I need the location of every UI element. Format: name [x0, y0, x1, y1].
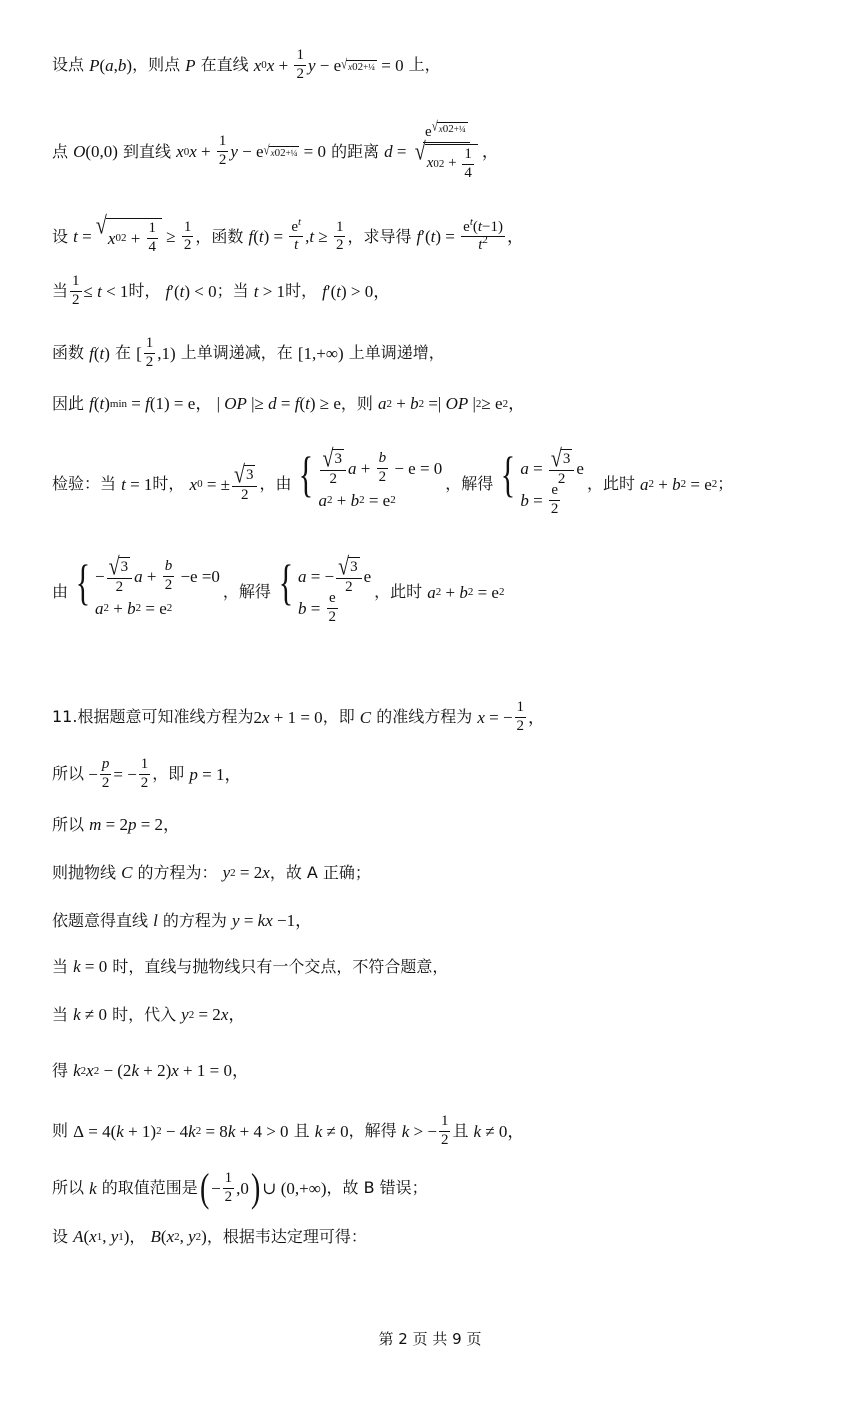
line-11: 所以 m = 2 p = 2， [52, 814, 181, 834]
line-19: 设 A ( x 1 , y 1 ) ， B ( x 2 , y 2 ) ，根据韦达定理可得： [52, 1226, 367, 1246]
line-2: 点 O (0,0) 到直线 x 0 x + $\frac{1}{2}$ y − e √ x 0 2 +¼ = 0 的距离 d = e $^{√ x 0 2 +\frac{1}{4}}$ √ x 0 2 + $\frac{1}{4}$ ， [52, 119, 499, 181]
line-13: 依题意得直线 l 的方程为 y = kx −1， [52, 910, 313, 930]
line-15: 当 k ≠ 0 时，代入 y 2 = 2 x ， [52, 1004, 246, 1024]
line-3: 设 t = √ x 0 2 + $\frac{1}{4}$ ≥ $\frac{1}{2}$ ，函数 f ( t ) = $\frac{e^t}{t}$ , t ≥ $\frac{1}{2}$ ，求导得 f ′( t ) = $\frac{e^t(t-1)}{t^2}$ ， [52, 212, 525, 255]
line-18: 所以 k 的取值范围是 ( − $\frac{1}{2}$ ,0 ) ∪ (0,+∞) ，故 B 错误； [52, 1165, 428, 1210]
line-5: 函数 f ( t ) 在 [ $\frac{1}{2}$ ,1) 上单调递减，在 [1,+∞) 上单调递增， [52, 335, 445, 370]
line-10: 所以 − $\frac{p}{2}$ = − $\frac{1}{2}$ ，即 p = 1， [52, 756, 242, 791]
line-7: 检验：当 t = 1 时， x 0 = ± √ 3 2 ，由 { √ 3 2 a + $\frac{b}{2}$ − e = 0 a 2 + b 2 = e 2 ，解得 { a = √ 3 2 e b = $\frac{e}{2}$ ，此时 a 2 + b 2 = e 2 ； [52, 444, 734, 517]
line-1: 设点 P ( a , b ) ，则点 P 在直线 x 0 x + $\frac{1}{2}$ y − e √ x 0 2 +¼ = 0 上， [52, 47, 441, 82]
line-17: 则 Δ = 4( k + 1) 2 − 4 k 2 = 8 k + 4 > 0 且 k ≠ 0 ，解得 k > − $\frac{1}{2}$ 且 k ≠ 0， [52, 1113, 525, 1148]
page-footer: 第 2 页 共 9 页 [378, 1330, 482, 1348]
line-12: 则抛物线 C 的方程为： y 2 = 2 x ，故 A 正确； [52, 862, 371, 882]
line-14: 当 k = 0 时，直线与抛物线只有一个交点，不符合题意， [52, 956, 449, 976]
line-16: 得 k 2 x 2 − (2 k + 2) x + 1 = 0， [52, 1060, 249, 1080]
line-4: 当 $\frac{1}{2}$ ≤ t < 1 时， f ′( t ) < 0 ；当 t > 1 时， f ′( t ) > 0， [52, 273, 391, 308]
line-6: 因此 f ( t ) min = f (1) = e， | OP |≥ d = f ( t ) ≥ e ，则 a 2 + b 2 =| OP | 2 ≥ e 2 ， [52, 393, 526, 413]
line-9: 11.根据题意可知准线方程为 2 x + 1 = 0 ，即 C 的准线方程为 x = − $\frac{1}{2}$ ， [52, 699, 546, 734]
line-8: 由 { − √ 3 2 a + $\frac{b}{2}$ −e =0 a 2 + b 2 = e 2 ，解得 { a = − √ 3 2 e b = $\frac{e}{2}$ ，此时 a 2 + b 2 = e 2 [52, 552, 505, 625]
